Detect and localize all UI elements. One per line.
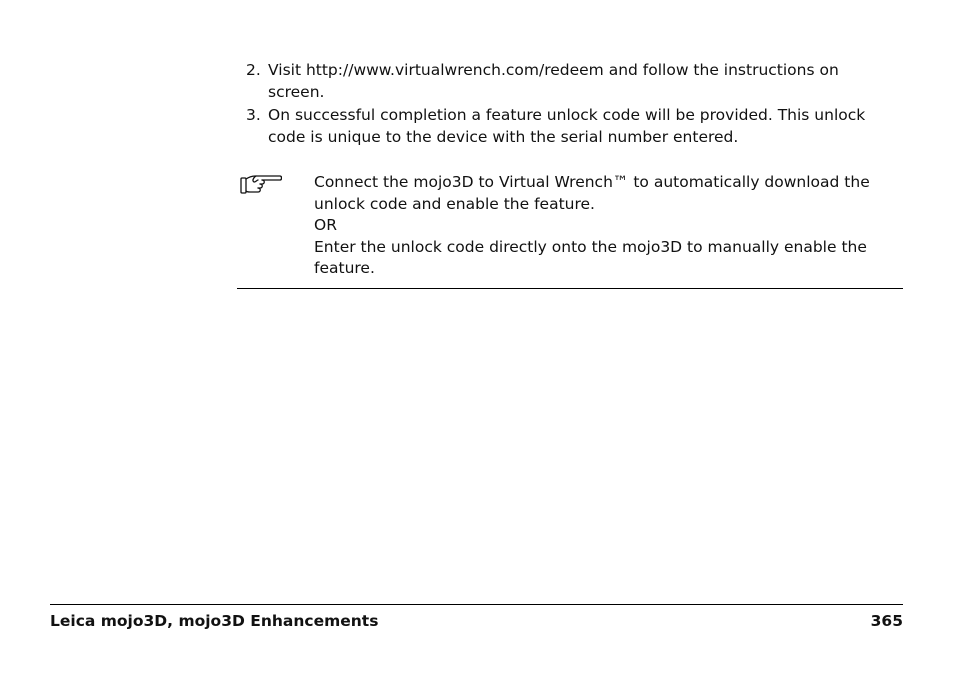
step-text: On successful completion a feature unlock code will be provided. This unlock code is unique to the device with the serial number entered.	[268, 106, 866, 146]
pointing-hand-icon	[240, 172, 282, 198]
page-number: 365	[870, 612, 903, 630]
footer-title: Leica mojo3D, mojo3D Enhancements	[50, 612, 379, 630]
step-3	[246, 104, 886, 148]
note-or: OR	[314, 216, 337, 234]
note-line-connect: Connect the mojo3D to Virtual Wrench™ to automatically download the unlock code and enable the feature.	[314, 173, 870, 213]
step-2	[246, 59, 886, 103]
note-block	[237, 170, 903, 289]
step-number: 2.	[246, 61, 261, 79]
note-text	[314, 172, 899, 280]
page-footer	[50, 604, 903, 633]
instruction-steps	[246, 59, 886, 149]
step-text: Visit http://www.virtualwrench.com/redeem and follow the instructions on screen.	[268, 61, 839, 101]
step-number: 3.	[246, 106, 261, 124]
note-line-enter: Enter the unlock code directly onto the mojo3D to manually enable the feature.	[314, 237, 867, 277]
